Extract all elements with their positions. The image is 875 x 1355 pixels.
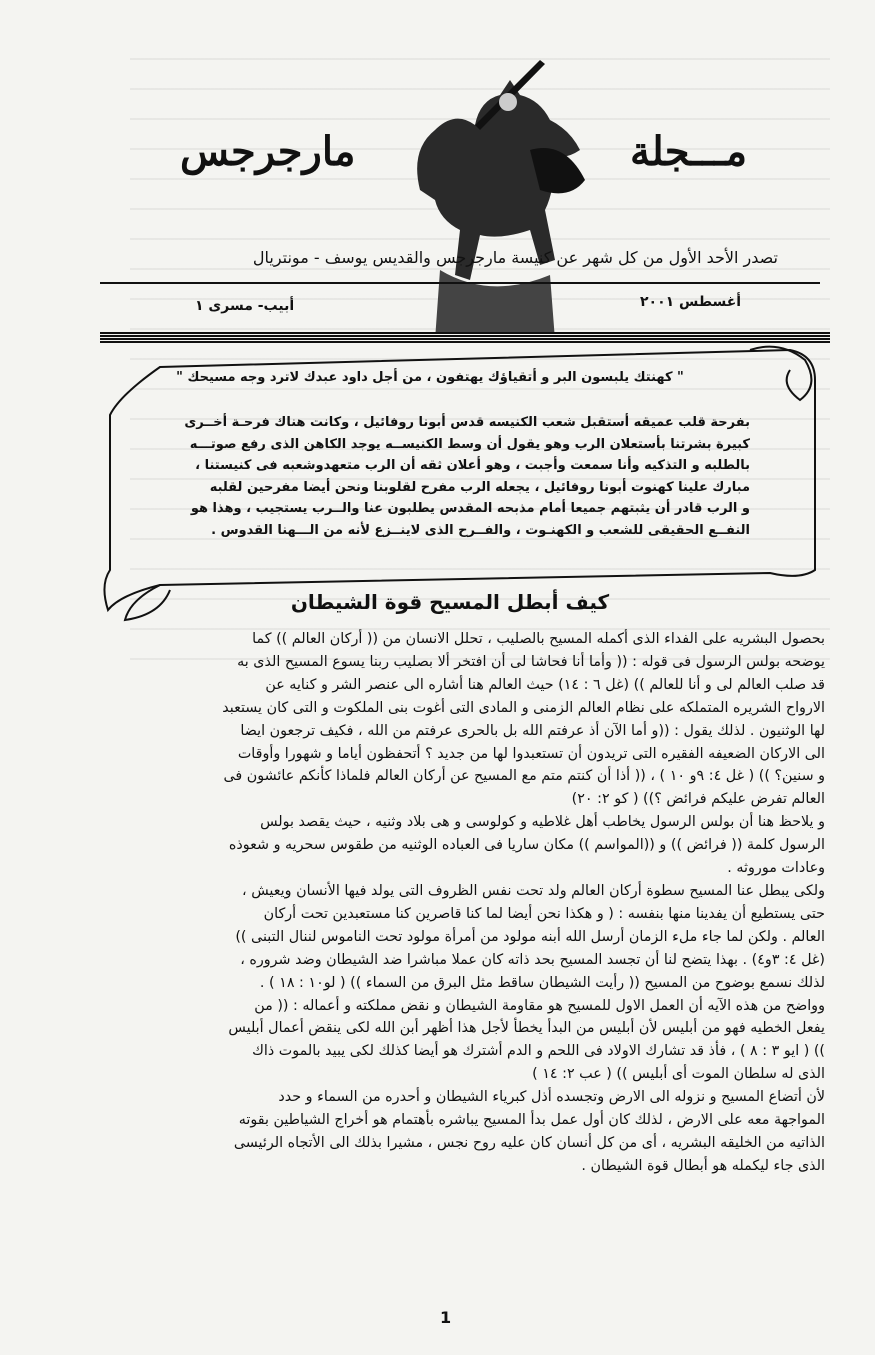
- article-line: الرسول كلمة (( فرائض )) و ((المواسم )) مكان ساريا فى العباده الوثنيه من طقوس سحريه و شعوذه: [228, 837, 825, 854]
- magazine-title-word2: مارجرجس: [180, 128, 356, 175]
- article-line: (غل ٤: ٣و٤) . بهذا يتضح لنا أن تجسد المسيح بحد ذاته كان عملا مباشرا ضد الشيطان وضد شروره ،: [240, 951, 825, 968]
- article-line: وعادات موروثه .: [727, 860, 825, 877]
- article-line: وواضح من هذه الآيه أن العمل الاول للمسيح هو مقاومة الشيطان و نقض مملكته و أعماله : (( من: [254, 997, 825, 1014]
- article-line: العالم تفرض عليكم فرائض ؟)) ( كو ٢: ٢٠): [571, 791, 825, 808]
- magazine-subtitle: تصدر الأحد الأول من كل شهر عن كنيسة مارجرجس والقديس يوسف - مونتريال: [252, 248, 778, 267]
- article-line: قد صلب العالم لى و أنا للعالم )) (غل ٦ : ١٤) حيث العالم هنا أشاره الى عنصر الشر و كنايه عن: [265, 676, 825, 693]
- article-line: الارواح الشريره المتملكه على نظام العالم الزمنى و المادى التى أغوت بنى الملكوت و التى كان يستعبد: [222, 699, 825, 716]
- article-line: المواجهة معه على الارض ، لذلك كان أول عمل بدأ المسيح يباشره بأهتمام هو أخراج الشياطين بقوته: [238, 1112, 825, 1129]
- st-george-horseman-icon: [380, 40, 590, 340]
- article-line: بحصول البشريه على الفداء الذى أكمله المسيح بالصليب ، تحلل الانسان من (( أركان العالم )) كما: [252, 631, 825, 647]
- article-headline: كيف أبطل المسيح قوة الشيطان: [290, 590, 610, 614]
- article-line: الى الاركان الضعيفه الفقيره التى تريدون أن تستعبدوا لها من جديد ؟ أتحفظون أياما و شهورا وأوقات: [237, 745, 825, 762]
- article-line: لها الوثنيون . لذلك يقول : ((و أما الآن أذ عرفتم الله بل بالحرى عرفتم من الله ، فكيف ترجعون ايضا: [240, 722, 825, 739]
- scroll-line: كبيرة بشرتنا بأستعلان الرب وهو يقول أن وسط الكنيســه يوجد الكاهن الذى رفع صوتـــه: [189, 436, 750, 452]
- header-thick-rule: [100, 332, 830, 344]
- scroll-line: بفرحة قلب عميقه أستقبل شعب الكنيسه قدس أبونا روفائيل ، وكانت هناك فرحـة أخــرى: [184, 415, 750, 430]
- issue-date-gregorian: أغسطس ٢٠٠١: [640, 294, 742, 310]
- issue-date-coptic: أبيب- مسرى ١: [195, 298, 295, 314]
- article-line: )) ( ايو ٣ : ٨ ) ، فأذ قد تشارك الاولاد فى اللحم و الدم أشترك هو أيضا كذلك لكى يبيد بالموت ذاك: [252, 1043, 825, 1060]
- article-line: الذاتيه من الخليقه البشريه ، أى من كل أنسان كان عليه روح نجس ، مشيرا بذلك الى الأتجاه الرئيسى: [233, 1134, 825, 1151]
- article-line: ولكى يبطل عنا المسيح سطوة أركان العالم ولد تحت نفس الظروف التى يولد فيها الأنسان ويعيش ،: [242, 882, 825, 899]
- scroll-line: بالطلبه و التذكيه وأنا سمعت وأجبت ، وهو أعلان ثقه أن الرب متعهدوشعبه فى كنيستنا ،: [195, 458, 750, 473]
- scroll-line: النفــع الحقيقى للشعب و الكهنـوت ، والفــرح الذى لاينــزع لأنه من الـــهنا القدوس .: [211, 522, 750, 538]
- article-line: لذلك نسمع بوضوح من المسيح (( رأيت الشيطان ساقط مثل البرق من السماء )) ( لو١٠ : ١٨ ) .: [259, 974, 825, 991]
- magazine-title-word1: مـــجلة: [630, 128, 748, 175]
- article-line: العالم . ولكن لما جاء ملء الزمان أرسل الله أبنه مولود من أمرأة مولود تحت الناموس لننال التبنى )): [235, 928, 825, 945]
- article-line: و سنين؟ )) ( غل ٤: ٩و ١٠ ) ، (( أذا أن كنتم متم مع المسيح عن أركان العالم فلماذا كأنكم عائشون فى: [223, 768, 825, 785]
- article-line: الذى جاء ليكمله هو أبطال قوة الشيطان .: [581, 1157, 825, 1174]
- scroll-line: و الرب قادر أن يثبتهم جميعا أمام مذبحه المقدس يطلبون عنا والــرب يستجيب ، وهذا هو: [190, 501, 750, 516]
- article-line: يفعل الخطيه فهو من أبليس لأن أبليس من البدأ يخطأ لأجل هذا أظهر أبن الله لكى ينقض أعمال أبليس: [228, 1020, 825, 1037]
- header-rule: [100, 282, 820, 284]
- article-line: يوضحه بولس الرسول فى قوله : (( وأما أنا فحاشا لى أن افتخر ألا بصليب ربنا يسوع المسيح الذى به: [237, 653, 825, 670]
- scroll-quote: " كهنتك يلبسون البر و أتقياؤك يهتفون ، من أجل داود عبدك لاترد وجه مسيحك ": [176, 370, 684, 385]
- article-line: و يلاحظ هنا أن بولس الرسول يخاطب أهل غلاطيه و كولوسى و هى بلاد وثنيه ، حيث يقصد بولس: [260, 814, 825, 831]
- scroll-line: مبارك علينا كهنوت أبونا روفائيل ، يجعله الرب مفرح لقلوبنا ونحن أيضا مفرحين لقلبه: [209, 479, 750, 495]
- article-line: الذى له سلطان الموت أى أبليس )) ( عب ٢: ١٤ ): [532, 1066, 825, 1083]
- article-line: لأن أتضاع المسيح و نزوله الى الارض وتجسده أذل كبرياء الشيطان و أحدره من السماء و حدد: [278, 1089, 825, 1106]
- scroll-paragraph: [165, 412, 750, 541]
- page-number: 1: [440, 1308, 452, 1327]
- article-body: [105, 628, 825, 1178]
- article-line: حتى يستطيع أن يفدينا منها بنفسه : ( و هكذا نحن أيضا لما كنا قاصرين كنا مستعبدين تحت أركان: [263, 905, 825, 922]
